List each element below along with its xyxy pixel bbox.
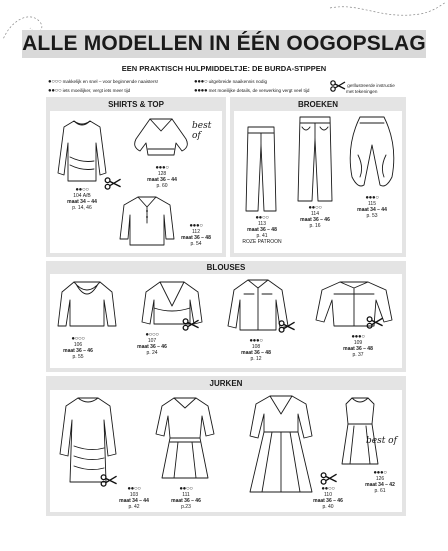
section-title: BROEKEN <box>297 100 338 109</box>
garment-114-drawing <box>296 115 334 205</box>
dots-icon: ●●○○ <box>321 486 335 492</box>
item-caption: ●●○○ 103 maat 34 – 44 p. 42 <box>114 486 154 510</box>
garment-126-drawing <box>340 396 380 468</box>
dots-icon: ●○○○ <box>145 332 159 338</box>
legend-expert: ●●●● met moeilijke details, de verwerking vergt veel tijd <box>194 88 310 94</box>
item-caption: ●○○○ 107 maat 36 – 46 p. 24 <box>132 332 172 356</box>
dots-icon: ●●●○ <box>249 338 263 344</box>
item-caption: ●●○○ 110 maat 36 – 46 p. 40 <box>308 486 348 510</box>
item-caption: ●●○○ 111 maat 36 – 46 p.23 <box>166 486 206 510</box>
section-broeken <box>230 97 406 257</box>
section-blouses <box>46 261 406 372</box>
legend-instructions: geïllustreerde instructie <box>330 80 395 92</box>
section-shirts <box>46 97 226 257</box>
section-panel <box>234 111 402 253</box>
garment-112-drawing <box>116 193 178 249</box>
scissors-icon <box>104 177 122 190</box>
dots-icon: ●●○○ <box>48 88 62 94</box>
legend-easy: ●○○○ makkelijk en snel – voor beginnende naaisters! <box>48 79 159 85</box>
section-title: JURKEN <box>209 379 243 388</box>
legend-harder: ●●○○ iets moeilijker, vergt iets meer tijd <box>48 88 131 94</box>
scissors-icon <box>278 320 296 333</box>
dots-icon: ●●●○ <box>351 334 365 340</box>
item-caption: ●●●○ 126 maat 34 – 42 p. 61 <box>360 470 400 494</box>
section-title: SHIRTS & TOP <box>108 100 164 109</box>
section-panel <box>50 274 402 368</box>
garment-106-drawing <box>56 278 118 330</box>
dots-icon: ●●○○ <box>255 215 269 221</box>
scissors-icon <box>182 318 200 331</box>
dots-icon: ●●○○ <box>127 486 141 492</box>
dots-icon: ●○○○ <box>71 336 85 342</box>
section-title: BLOUSES <box>206 263 246 272</box>
dots-icon: ●●○○ <box>179 486 193 492</box>
item-caption: ●●○○ 104 A/B maat 34 – 44 p. 14, 46 <box>54 187 110 211</box>
page-title: ALLE MODELLEN IN ÉÉN OOGOPSLAG <box>22 32 426 55</box>
best-of-badge: best of <box>192 121 212 141</box>
item-caption: ●●●○ 109 maat 36 – 48 p. 37 <box>338 334 378 358</box>
dots-icon: ●●●● <box>194 88 208 94</box>
dots-icon: ●●●○ <box>189 223 203 229</box>
item-caption: ●●○○ 113 maat 36 – 48 p. 41 ROZE PATROON <box>236 215 288 245</box>
item-caption: ●○○○ 106 maat 36 – 46 p. 55 <box>58 336 98 360</box>
legend-advanced: ●●●○ uitgebreide naaikennis nodig <box>194 79 268 85</box>
scissors-icon <box>330 80 346 92</box>
garment-110-drawing <box>246 392 316 496</box>
best-of-badge: best of <box>366 436 397 446</box>
garment-115-drawing <box>346 115 398 195</box>
page-subtitle: EEN PRAKTISCH HULPMIDDELTJE: DE BURDA-STIPPEN <box>121 64 327 73</box>
item-caption: ●●●○ 108 maat 36 – 48 p. 12 <box>236 338 276 362</box>
garment-113-drawing <box>244 125 278 215</box>
dots-icon: ●●●○ <box>365 195 379 201</box>
dots-icon: ●○○○ <box>48 79 62 85</box>
garment-111-drawing <box>154 394 216 482</box>
dots-icon: ●●●○ <box>373 470 387 476</box>
section-jurken <box>46 376 406 516</box>
item-caption: ●●●○ 112 maat 36 – 48 p. 54 <box>176 223 216 247</box>
item-caption: ●●●○ 128 maat 36 – 44 p. 60 <box>142 165 182 189</box>
garment-103-drawing <box>58 394 118 486</box>
scissors-icon <box>320 472 338 485</box>
legend-drawings: met tekeningen <box>346 89 378 94</box>
dots-icon: ●●○○ <box>308 205 322 211</box>
scissors-icon <box>366 316 384 329</box>
section-panel <box>50 390 402 512</box>
item-caption: ●●●○ 115 maat 34 – 44 p. 53 <box>352 195 392 219</box>
title-band <box>22 30 426 58</box>
item-caption: ●●○○ 114 maat 36 – 46 p. 16 <box>292 205 338 229</box>
dots-icon: ●●○○ <box>75 187 89 193</box>
dots-icon: ●●●○ <box>155 165 169 171</box>
garment-104-drawing <box>56 117 108 187</box>
garment-128-drawing <box>130 115 192 163</box>
section-panel <box>50 111 222 253</box>
dots-icon: ●●●○ <box>194 79 208 85</box>
